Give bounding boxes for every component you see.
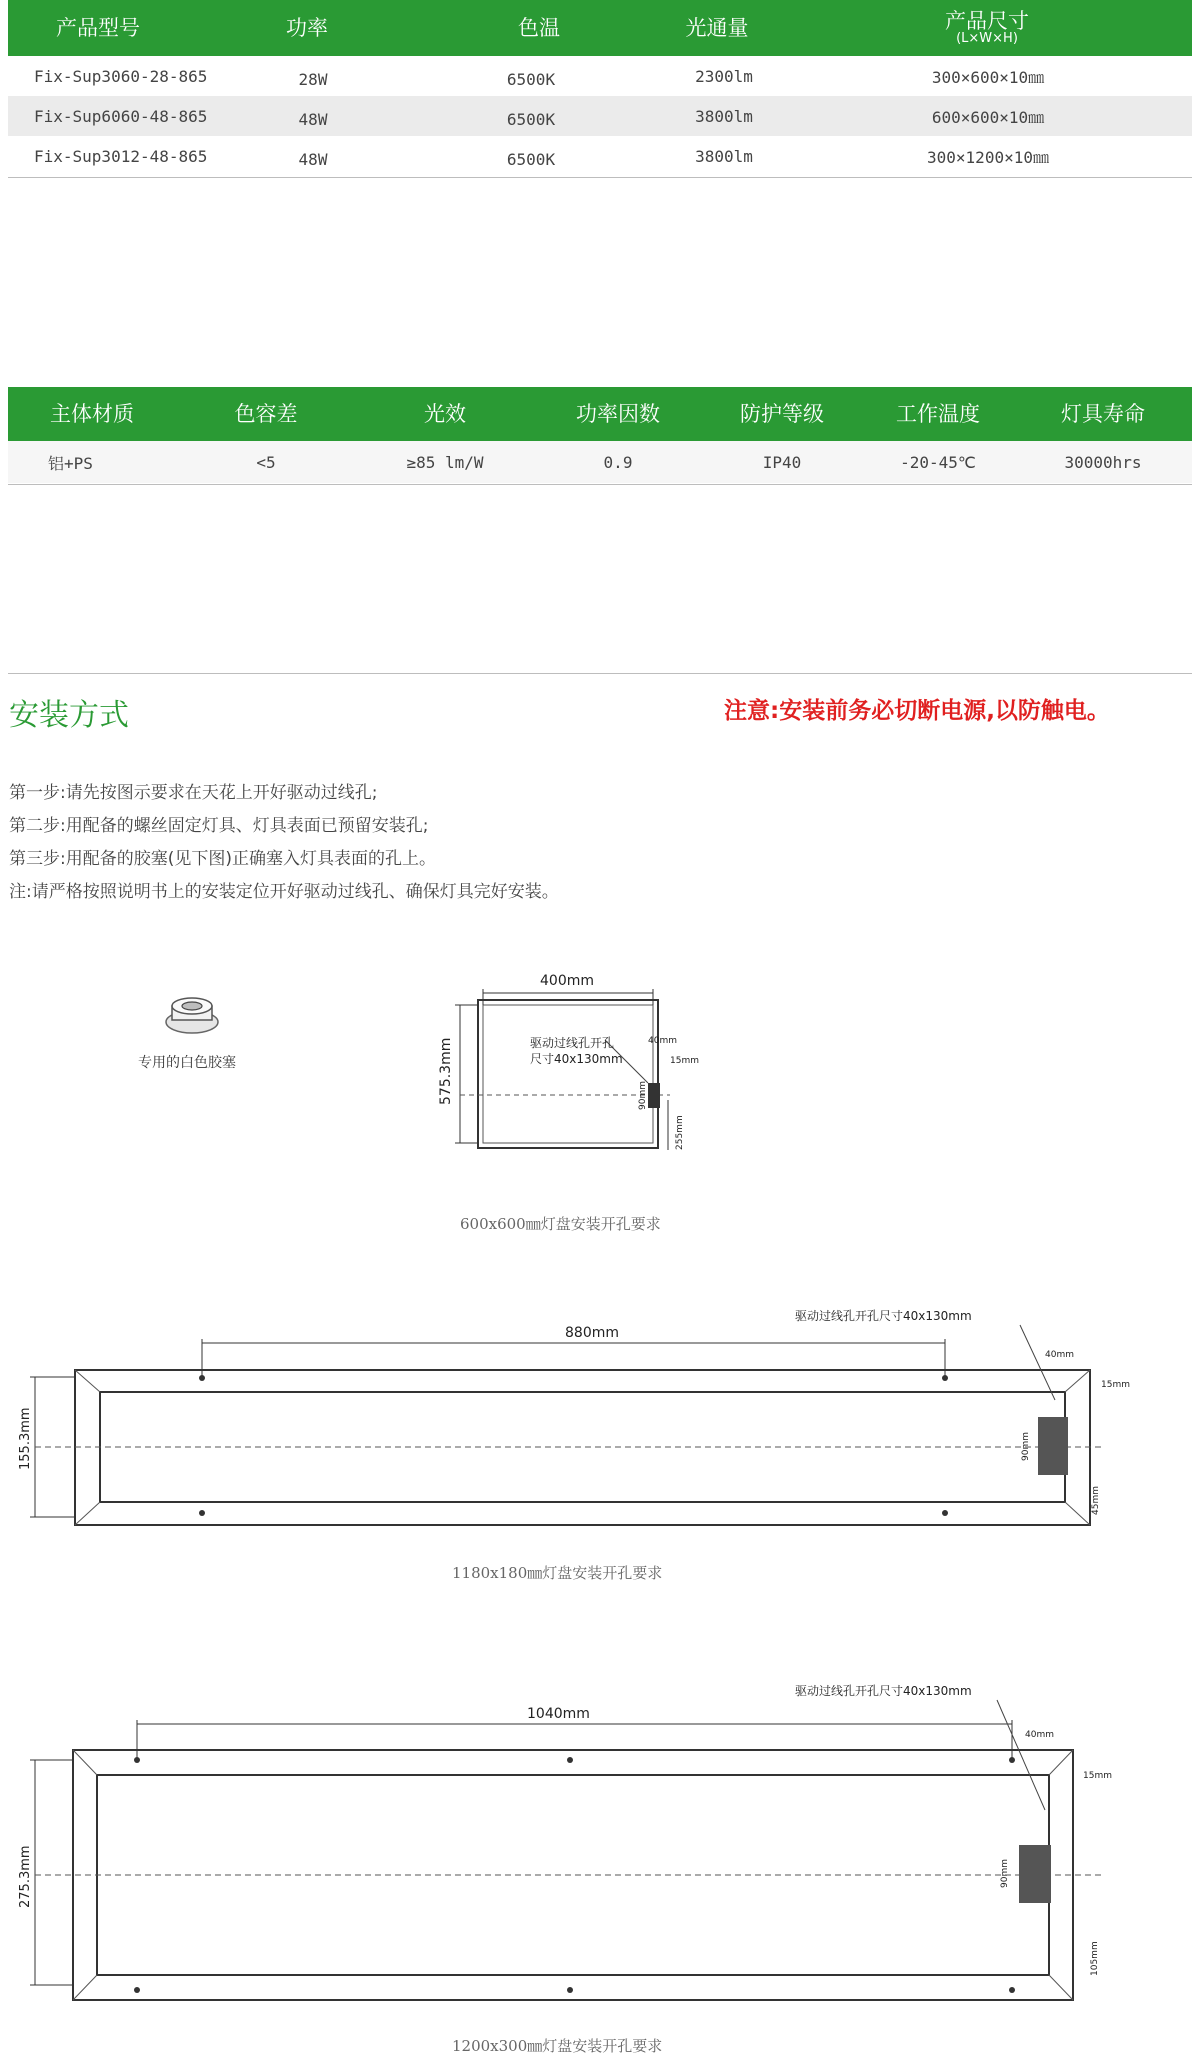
header-efficacy: 光效 bbox=[424, 401, 466, 426]
diagram-1200x300 bbox=[15, 1680, 1135, 2010]
cell-luminous-flux: 3800lm bbox=[695, 146, 753, 166]
cell-color-temp: 6500K bbox=[506, 69, 556, 89]
header-size bbox=[782, 10, 1192, 46]
header-lifetime: 灯具寿命 bbox=[1061, 401, 1145, 426]
cell-ip-rating: IP40 bbox=[762, 452, 802, 472]
diagram3-d90: 90mm bbox=[1000, 1859, 1010, 1888]
cell-efficacy: ≥85 lm/W bbox=[406, 452, 484, 472]
cell-power: 28W bbox=[298, 69, 328, 89]
rubber-plug-icon bbox=[160, 990, 230, 1040]
diagram1-hole-label-1: 驱动过线孔开孔 bbox=[530, 1036, 615, 1050]
section-divider bbox=[8, 673, 1192, 674]
diagram1-d255: 255mm bbox=[675, 1115, 685, 1150]
diagram2-d90: 90mm bbox=[1021, 1432, 1031, 1461]
table-row bbox=[8, 96, 1192, 136]
diagram1-width-label: 400mm bbox=[540, 973, 594, 989]
header-size-sub: (L×W×H) bbox=[956, 31, 1018, 47]
diagram3-hole-label: 驱动过线孔开孔尺寸40x130mm bbox=[795, 1684, 972, 1698]
diagram1-d90: 90mm bbox=[638, 1081, 648, 1110]
header-power-factor: 功率因数 bbox=[576, 401, 660, 426]
diagram3-d15: 15mm bbox=[1083, 1771, 1112, 1781]
diagram1-d15: 15mm bbox=[670, 1056, 699, 1066]
spec-table-2 bbox=[8, 387, 1192, 483]
diagram2-caption: 1180x180㎜灯盘安装开孔要求 bbox=[452, 1564, 663, 1582]
spec-table-1 bbox=[8, 0, 1192, 176]
cell-size: 300×600×10㎜ bbox=[931, 67, 1045, 87]
diagram3-height-label: 275.3mm bbox=[18, 1845, 33, 1908]
install-step-3: 第三步:用配备的胶塞(见下图)正确塞入灯具表面的孔上。 bbox=[9, 849, 436, 869]
header-model: 产品型号 bbox=[56, 15, 140, 40]
header-color-temp: 色温 bbox=[518, 15, 560, 40]
cell-color-temp: 6500K bbox=[506, 149, 556, 169]
cell-material: 铝+PS bbox=[48, 453, 93, 473]
diagram2-d45: 45mm bbox=[1091, 1486, 1101, 1515]
header-color-tolerance: 色容差 bbox=[234, 401, 298, 426]
table-2-bottom-rule bbox=[8, 484, 1192, 485]
spec-table-2-header bbox=[8, 387, 1192, 441]
diagram2-hole-label: 驱动过线孔开孔尺寸40x130mm bbox=[795, 1309, 972, 1323]
spec-table-1-header bbox=[8, 0, 1192, 56]
diagram3-caption: 1200x300㎜灯盘安装开孔要求 bbox=[452, 2037, 663, 2055]
install-note: 注:请严格按照说明书上的安装定位开好驱动过线孔、确保灯具完好安装。 bbox=[9, 882, 559, 902]
header-material: 主体材质 bbox=[50, 401, 134, 426]
cell-color-temp: 6500K bbox=[506, 109, 556, 129]
diagram1-d40: 40mm bbox=[648, 1036, 677, 1046]
header-luminous-flux: 光通量 bbox=[685, 15, 749, 40]
install-step-2: 第二步:用配备的螺丝固定灯具、灯具表面已预留安装孔; bbox=[9, 816, 429, 836]
diagram2-height-label: 155.3mm bbox=[18, 1407, 33, 1470]
cell-power: 48W bbox=[298, 149, 328, 169]
diagram2-d40: 40mm bbox=[1045, 1350, 1074, 1360]
cell-size: 300×1200×10㎜ bbox=[927, 147, 1049, 167]
header-power: 功率 bbox=[286, 15, 328, 40]
cell-work-temp: -20-45℃ bbox=[900, 452, 976, 472]
diagram2-width-label: 880mm bbox=[565, 1325, 619, 1341]
cell-model: Fix-Sup6060-48-865 bbox=[34, 106, 208, 126]
diagram1-height-label: 575.3mm bbox=[438, 1037, 454, 1105]
diagram3-d40: 40mm bbox=[1025, 1730, 1054, 1740]
cell-luminous-flux: 3800lm bbox=[695, 106, 753, 126]
diagram-1180x180 bbox=[15, 1305, 1135, 1535]
cell-model: Fix-Sup3012-48-865 bbox=[34, 146, 208, 166]
diagram1-caption: 600x600㎜灯盘安装开孔要求 bbox=[460, 1215, 661, 1233]
header-ip-rating: 防护等级 bbox=[740, 401, 824, 426]
install-title: 安装方式 bbox=[9, 698, 129, 733]
header-work-temp: 工作温度 bbox=[896, 401, 980, 426]
safety-warning: 注意:安装前务必切断电源,以防触电。 bbox=[724, 698, 1110, 724]
cell-luminous-flux: 2300lm bbox=[695, 66, 753, 86]
diagram-600x600 bbox=[430, 965, 710, 1155]
table-1-bottom-rule bbox=[8, 177, 1192, 178]
diagram1-hole-label-2: 尺寸40x130mm bbox=[530, 1052, 623, 1066]
diagram2-d15: 15mm bbox=[1101, 1380, 1130, 1390]
diagram3-width-label: 1040mm bbox=[527, 1706, 590, 1722]
table-row bbox=[8, 56, 1192, 96]
table-row bbox=[8, 441, 1192, 483]
cell-lifetime: 30000hrs bbox=[1064, 452, 1142, 472]
cell-model: Fix-Sup3060-28-865 bbox=[34, 66, 208, 86]
install-step-1: 第一步:请先按图示要求在天花上开好驱动过线孔; bbox=[9, 783, 378, 803]
cell-color-tolerance: <5 bbox=[256, 452, 276, 472]
cell-power: 48W bbox=[298, 109, 328, 129]
cell-size: 600×600×10㎜ bbox=[931, 107, 1045, 127]
diagram3-d105: 105mm bbox=[1090, 1941, 1100, 1976]
table-row bbox=[8, 136, 1192, 176]
plug-label: 专用的白色胶塞 bbox=[138, 1055, 236, 1071]
header-size-label: 产品尺寸 bbox=[945, 9, 1029, 34]
cell-power-factor: 0.9 bbox=[603, 452, 633, 472]
